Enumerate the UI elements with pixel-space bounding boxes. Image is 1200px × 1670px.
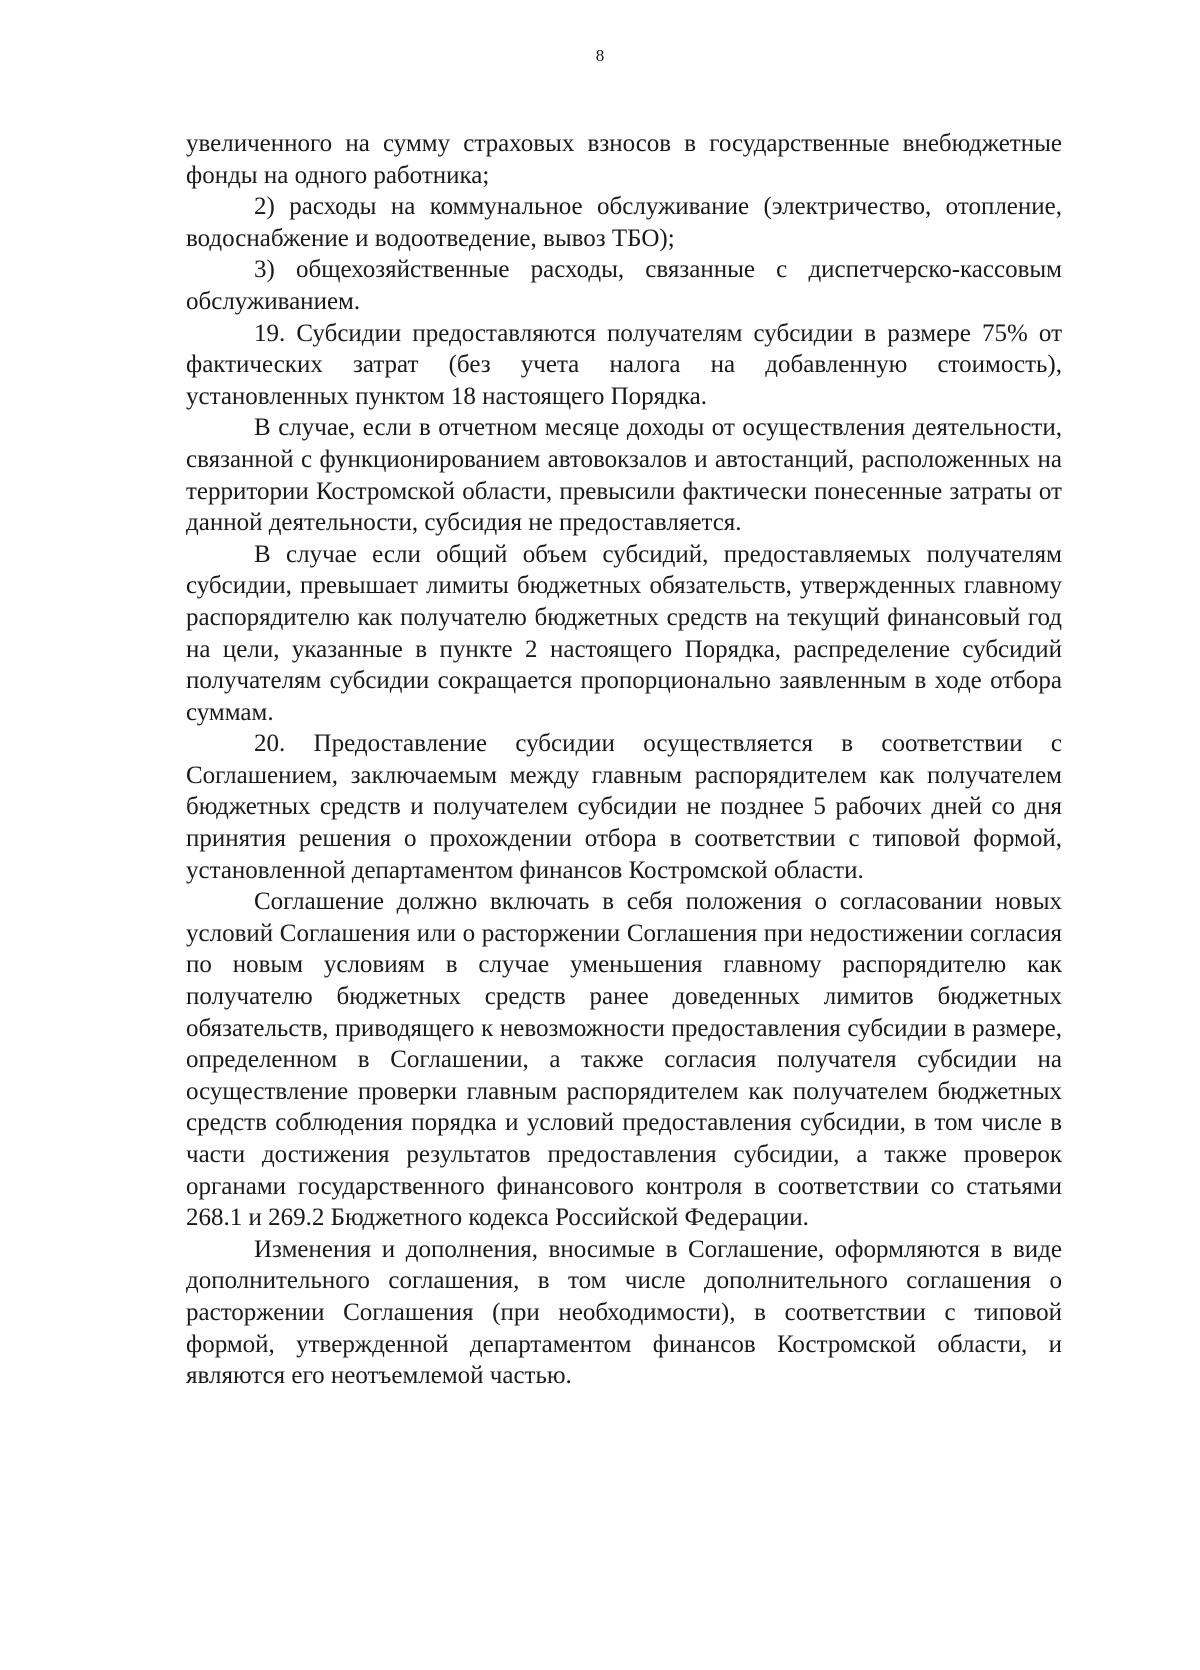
paragraph-clause-20: 20. Предоставление субсидии осуществляется в соответствии с Соглашением, заключаемым между главным распорядителем как получателем бюджетных средств и получателем субсидии не позднее 5 рабочих дней со дня принятия решения о прохождении отбора в соответствии с типовой формой, установленной департаментом финансов Костромской области.: [186, 730, 1062, 884]
document-body: [186, 128, 1062, 1392]
paragraph-continuation: увеличенного на сумму страховых взносов в государственные внебюджетные фонды на одного работника;: [186, 130, 1062, 189]
paragraph-clause-19: 19. Субсидии предоставляются получателям субсидии в размере 75% от фактических затрат (без учета налога на добавленную стоимость), установленных пунктом 18 настоящего Порядка.: [186, 319, 1062, 410]
paragraph-agreement-provisions: Соглашение должно включать в себя положения о согласовании новых условий Соглашения или о расторжении Соглашения при недостижении согласия по новым условиям в случае уменьшения главному распорядителю как получателю бюджетных средств ранее доведенных лимитов бюджетных обязательств, приводящего к невозможности предоставления субсидии в размере, определенном в Соглашении, а также согласия получателя субсидии на осуществление проверки главным распорядителем как получателем бюджетных средств соблюдения порядка и условий предоставления субсидии, в том числе в части достижения результатов предоставления субсидии, а также проверок органами государственного финансового контроля в соответствии со статьями 268.1 и 269.2 Бюджетного кодекса Российской Федерации.: [186, 888, 1062, 1232]
page-number: 8: [595, 46, 605, 65]
paragraph-item-2: 2) расходы на коммунальное обслуживание (электричество, отопление, водоснабжение и водоотведение, вывоз ТБО);: [186, 193, 1062, 252]
paragraph-income-exceeds: В случае, если в отчетном месяце доходы от осуществления деятельности, связанной с функционированием автовокзалов и автостанций, расположенных на территории Костромской области, превысили фактически понесенные затраты от данной деятельности, субсидия не предоставляется.: [186, 414, 1062, 537]
paragraph-amendments: Изменения и дополнения, вносимые в Соглашение, оформляются в виде дополнительного соглашения, в том числе дополнительного соглашения о расторжении Соглашения (при необходимости), в соответствии с типовой формой, утвержденной департаментом финансов Костромской области, и являются его неотъемлемой частью.: [186, 1235, 1062, 1390]
paragraph-item-3: 3) общехозяйственные расходы, связанные с диспетчерско-кассовым обслуживанием.: [186, 256, 1062, 315]
paragraph-limits-exceeded: В случае если общий объем субсидий, предоставляемых получателям субсидии, превышает лимиты бюджетных обязательств, утвержденных главному распорядителю как получателю бюджетных средств на текущий финансовый год на цели, указанные в пункте 2 настоящего Порядка, распределение субсидий получателям субсидии сокращается пропорционально заявленным в ходе отбора суммам.: [186, 540, 1062, 726]
